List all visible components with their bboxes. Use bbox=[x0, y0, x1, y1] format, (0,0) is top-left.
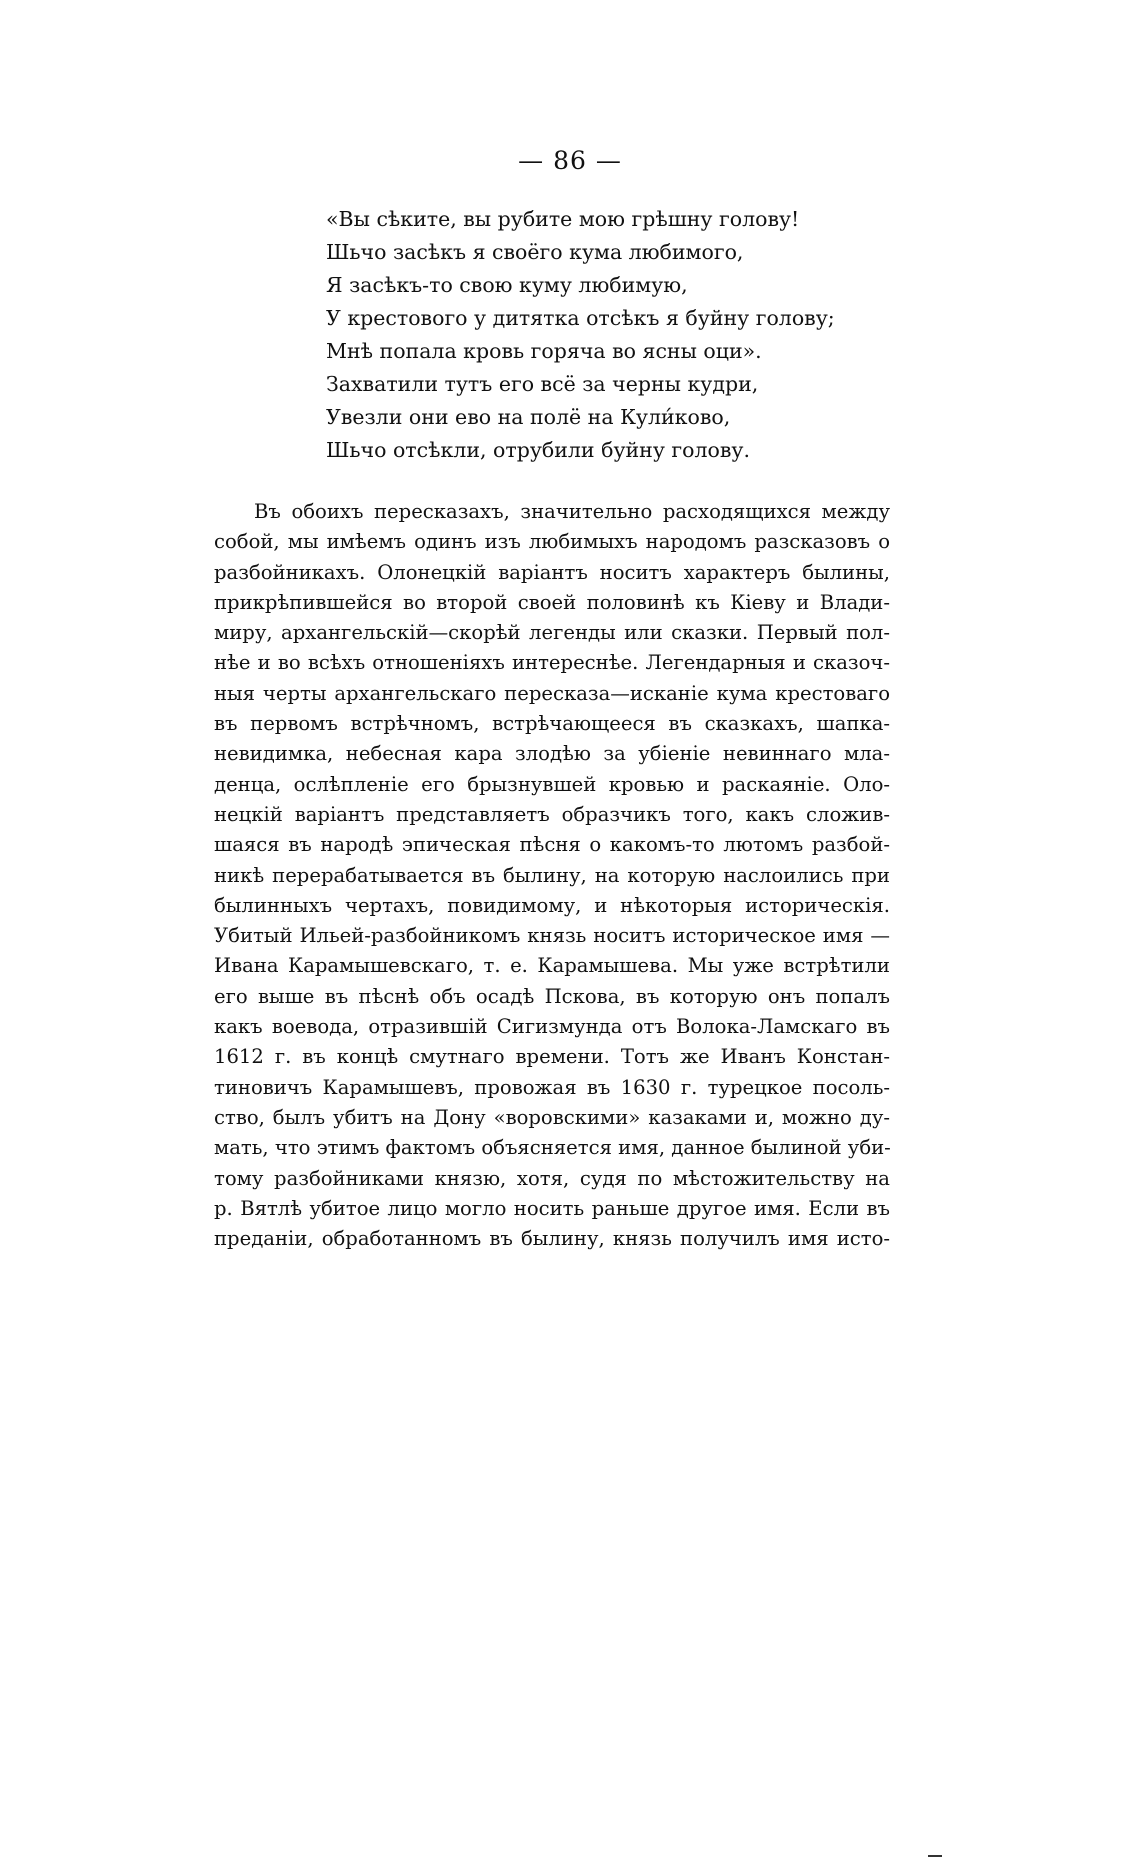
prose-line: невидимка, небесная кара злодѣю за убіеніе невиннаго мла- bbox=[214, 742, 890, 766]
verse-line: Я засѣкъ-то свою куму любимую, bbox=[326, 273, 688, 297]
verse-line: Захватили тутъ его всё за черны кудри, bbox=[326, 372, 759, 396]
prose-line: ныя черты архангельскаго пересказа—исканіе кума крестоваго bbox=[214, 681, 890, 705]
verse-line: «Вы сѣките, вы рубите мою грѣшну голову! bbox=[326, 207, 800, 231]
prose-line: денца, ослѣпленіе его брызнувшей кровью и раскаяніе. Оло- bbox=[214, 772, 890, 796]
prose-line: тому разбойниками князю, хотя, судя по мѣстожительству на bbox=[214, 1166, 890, 1190]
prose-line: шаяся въ народѣ эпическая пѣсня о какомъ-то лютомъ разбой- bbox=[214, 833, 890, 857]
prose-line: прикрѣпившейся во второй своей половинѣ къ Кіеву и Влади- bbox=[214, 590, 890, 614]
prose-line: Ивана Карамышевскаго, т. е. Карамышева. Мы уже встрѣтили bbox=[214, 954, 890, 978]
verse-line: У крестового у дитятка отсѣкъ я буйну голову; bbox=[326, 306, 835, 330]
verse-line: Шьчо засѣкъ я своёго кума любимого, bbox=[326, 240, 744, 264]
prose-line: р. Вятлѣ убитое лицо могло носить раньше другое имя. Если въ bbox=[214, 1196, 890, 1220]
prose-line: ство, былъ убитъ на Дону «воровскими» казаками и, можно ду- bbox=[214, 1105, 890, 1129]
prose-line: нецкій варіантъ представляетъ образчикъ того, какъ сложив- bbox=[214, 802, 890, 826]
prose-line: Убитый Ильей-разбойникомъ князь носитъ историческое имя — bbox=[214, 924, 890, 948]
prose-line: 1612 г. въ концѣ смутнаго времени. Тотъ же Иванъ Констан- bbox=[214, 1045, 890, 1069]
verse-block bbox=[326, 203, 886, 467]
prose-paragraph bbox=[214, 497, 890, 1254]
page-number: — 86 — bbox=[518, 146, 622, 175]
prose-line: преданіи, обработанномъ въ былину, князь получилъ имя исто- bbox=[214, 1227, 890, 1251]
prose-line: въ первомъ встрѣчномъ, встрѣчающееся въ сказкахъ, шапка- bbox=[214, 712, 890, 736]
verse-line: Мнѣ попала кровь горяча во ясны оци». bbox=[326, 339, 762, 363]
scan-corner-mark bbox=[928, 1855, 942, 1857]
prose-line: никѣ перерабатывается въ былину, на которую наслоились при bbox=[214, 863, 890, 887]
prose-line: собой, мы имѣемъ одинъ изъ любимыхъ народомъ разсказовъ о bbox=[214, 530, 890, 554]
prose-line: разбойникахъ. Олонецкій варіантъ носитъ характеръ былины, bbox=[214, 560, 890, 584]
prose-line: Въ обоихъ пересказахъ, значительно расходящихся между bbox=[254, 500, 890, 523]
verse-line: Увезли они ево на полё на Кули́ково, bbox=[326, 405, 731, 429]
prose-line: былинныхъ чертахъ, повидимому, и нѣкоторыя историческія. bbox=[214, 893, 890, 917]
verse-line: Шьчо отсѣкли, отрубили буйну голову. bbox=[326, 438, 750, 462]
prose-line: мать, что этимъ фактомъ объясняется имя, данное былиной уби- bbox=[214, 1136, 891, 1160]
prose-line: тиновичъ Карамышевъ, провожая въ 1630 г. турецкое посоль- bbox=[214, 1075, 890, 1099]
prose-line: нѣе и во всѣхъ отношеніяхъ интереснѣе. Легендарныя и сказоч- bbox=[214, 651, 890, 675]
prose-line: миру, архангельскій—скорѣй легенды или сказки. Первый пол- bbox=[214, 621, 890, 645]
prose-line: какъ воевода, отразившій Сигизмунда отъ Волока-Ламскаго въ bbox=[214, 1015, 890, 1039]
prose-line: его выше въ пѣснѣ объ осадѣ Пскова, въ которую онъ попалъ bbox=[214, 984, 890, 1008]
